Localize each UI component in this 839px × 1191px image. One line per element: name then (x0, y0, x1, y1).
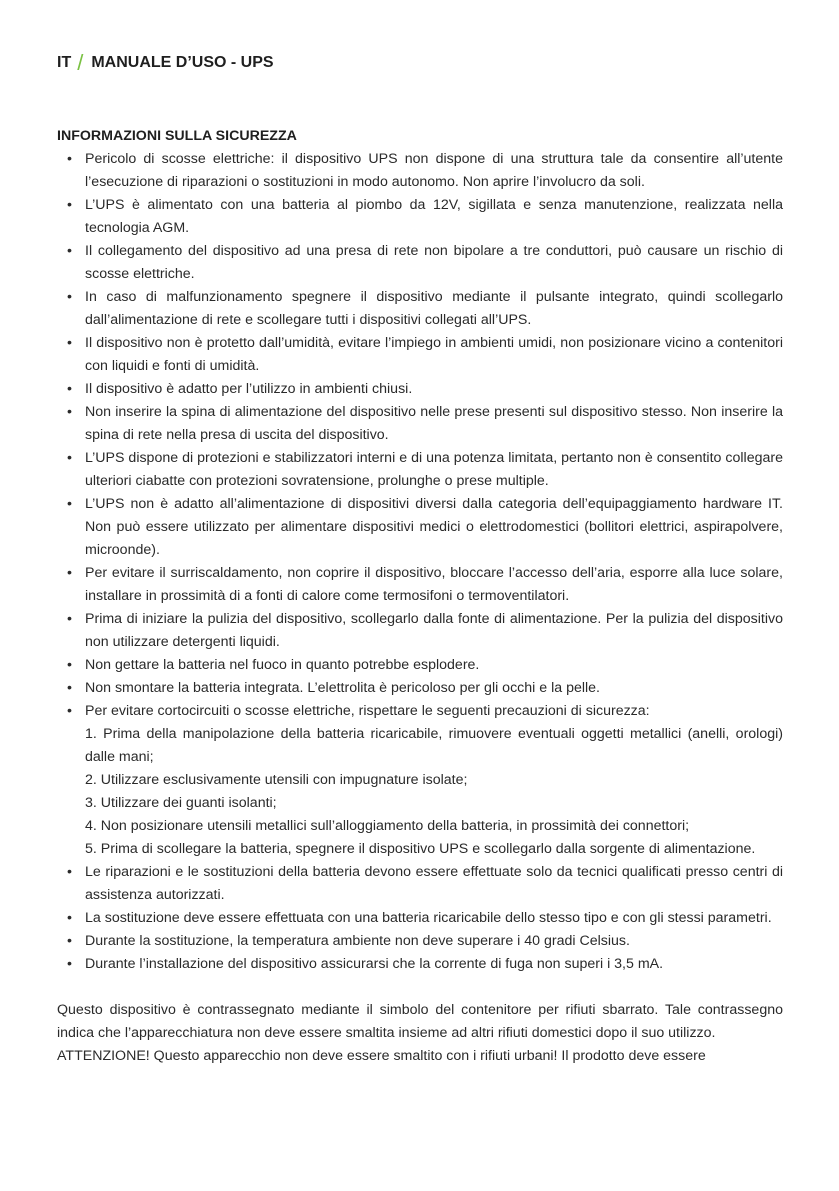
list-item: • Le riparazioni e le sostituzioni della batteria devono essere effettuate solo da tecnici qualificati presso centri di assistenza autorizzati. (57, 861, 783, 907)
list-item: • Per evitare il surriscaldamento, non coprire il dispositivo, bloccare l’accesso dell’aria, esporre alla luce solare, installare in prossimità di a fonti di calore come termosifoni o termoventilatori. (57, 562, 783, 608)
section-title: INFORMAZIONI SULLA SICUREZZA (57, 128, 297, 144)
manual-title: MANUALE D’USO - UPS (91, 54, 274, 71)
list-item: • Pericolo di scosse elettriche: il dispositivo UPS non dispone di una struttura tale da consentire all’utente l’esecuzione di riparazioni o sostituzioni in modo autonomo. Non aprire l’involucro da soli. (57, 148, 783, 194)
precaution-step: 3. Utilizzare dei guanti isolanti; (85, 795, 277, 811)
list-item: • Durante la sostituzione, la temperatura ambiente non deve superare i 40 gradi Celsius. (57, 930, 783, 953)
header-divider: / (77, 50, 84, 75)
list-item: • L’UPS non è adatto all’alimentazione di dispositivi diversi dalla categoria dell’equipaggiamento hardware IT. Non può essere utilizzato per alimentare dispositivi medici o elettrodomestici (bollitori elettrici, aspirapolvere, microonde). (57, 493, 783, 562)
safety-list (57, 148, 783, 976)
warning-paragraph: ATTENZIONE! Questo apparecchio non deve essere smaltito con i rifiuti urbani! Il prodotto deve essere (57, 1048, 706, 1064)
language-code: IT (57, 54, 72, 71)
list-item: • Non smontare la batteria integrata. L’elettrolita è pericoloso per gli occhi e la pelle. (57, 677, 783, 700)
list-item: • Durante l’installazione del dispositivo assicurarsi che la corrente di fuga non superi i 3,5 mA. (57, 953, 783, 976)
list-item: • Non inserire la spina di alimentazione del dispositivo nelle prese presenti sul dispositivo stesso. Non inserire la spina di rete nella presa di uscita del dispositivo. (57, 401, 783, 447)
disposal-paragraph: Questo dispositivo è contrassegnato mediante il simbolo del contenitore per rifiuti sbarrato. Tale contrassegno indica che l’apparecchiatura non deve essere smaltita insieme ad altri rifiuti domestici dopo il suo utilizzo. (57, 1002, 783, 1041)
precaution-step: 5. Prima di scollegare la batteria, spegnere il dispositivo UPS e scollegarlo dalla sorgente di alimentazione. (85, 841, 756, 857)
list-item: • Il dispositivo è adatto per l’utilizzo in ambienti chiusi. (57, 378, 783, 401)
precaution-step: 2. Utilizzare esclusivamente utensili con impugnature isolate; (85, 772, 468, 788)
page-header (57, 50, 274, 75)
precautions-intro: Per evitare cortocircuiti o scosse elettriche, rispettare le seguenti precauzioni di sicurezza: (85, 703, 650, 719)
precaution-step: 1. Prima della manipolazione della batteria ricaricabile, rimuovere eventuali oggetti metallici (anelli, orologi) dalle mani; (85, 726, 783, 765)
list-item: • La sostituzione deve essere effettuata con una batteria ricaricabile dello stesso tipo e con gli stessi parametri. (57, 907, 783, 930)
list-item: • In caso di malfunzionamento spegnere il dispositivo mediante il pulsante integrato, quindi scollegarlo dall’alimentazione di rete e scollegare tutti i dispositivi collegati all’UPS. (57, 286, 783, 332)
list-item: • Il collegamento del dispositivo ad una presa di rete non bipolare a tre conduttori, può causare un rischio di scosse elettriche. (57, 240, 783, 286)
list-item-precautions (57, 700, 783, 861)
manual-content (57, 125, 783, 1068)
precaution-step: 4. Non posizionare utensili metallici sull’alloggiamento della batteria, in prossimità dei connettori; (85, 818, 690, 834)
list-item: • Non gettare la batteria nel fuoco in quanto potrebbe esplodere. (57, 654, 783, 677)
list-item: • Prima di iniziare la pulizia del dispositivo, scollegarlo dalla fonte di alimentazione. Per la pulizia del dispositivo non utilizzare detergenti liquidi. (57, 608, 783, 654)
list-item: • Il dispositivo non è protetto dall’umidità, evitare l’impiego in ambienti umidi, non posizionare vicino a contenitori con liquidi e fonti di umidità. (57, 332, 783, 378)
list-item: • L’UPS è alimentato con una batteria al piombo da 12V, sigillata e senza manutenzione, realizzata nella tecnologia AGM. (57, 194, 783, 240)
list-item: • L’UPS dispone di protezioni e stabilizzatori interni e di una potenza limitata, pertanto non è consentito collegare ulteriori ciabatte con protezioni sovratensione, prolunghe o prese multiple. (57, 447, 783, 493)
